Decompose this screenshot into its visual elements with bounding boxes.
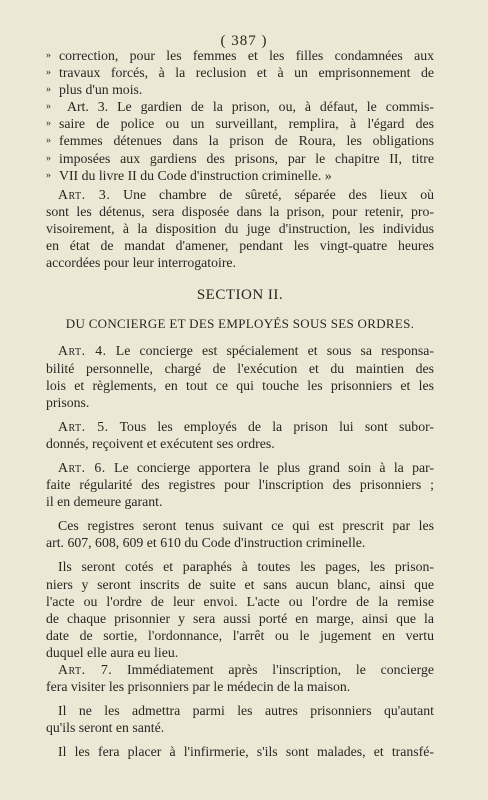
article-5: Art. 5. Tous les employés de la prison lui sont subor- donnés, reçoivent et exécutent ses ordres. (46, 418, 435, 451)
article-6: Art. 6. Le concierge apportera le plus grand soin à la par- faite régularité des registres pour l'inscription des prisonniers ; il en demeure garant. (46, 459, 435, 510)
quote-line: » correction, pour les femmes et les filles condamnées aux (46, 48, 434, 63)
paragraph-cotes: Ils seront cotés et paraphés à toutes les pages, les prison- niers y seront inscrits de suite et sans aucun blanc, ainsi que l'acte ou l'ordre de leur envoi. L'acte ou l'ordre de la remise de chaque prisonnier y sera aussi porté en marge, ainsi que la date de sortie, l'ordonnance, l'arrêt ou le jugement en vertu duquel elle aura eu lieu. (46, 559, 434, 660)
quote-mark: » (46, 169, 51, 181)
paragraph-registres: Ces registres seront tenus suivant ce qui est prescrit par les art. 607, 608, 609 et 610 du Code d'instruction criminelle. (46, 518, 434, 551)
article-label: Art. 4. (58, 343, 107, 359)
quote-line: » Art. 3. Le gardien de la prison, ou, à défaut, le commis- (46, 99, 434, 115)
quote-line: » travaux forcés, à la reclusion et à un emprisonnement de (46, 65, 434, 81)
paragraph-infirmerie: Il les fera placer à l'infirmerie, s'ils sont malades, et transfé- (58, 744, 434, 760)
quote-mark: » (46, 84, 51, 96)
article-3: Art. 3. Une chambre de sûreté, séparée des lieux où sont les détenus, sera disposée dans la prison, pour retenir, pro- visoirement, à la disposition du juge d'instruction, les individus en état de mandat d'amener, pendant les vingt-quatre heures accordées pour leur interrogatoire. (46, 186, 434, 271)
section-title: SECTION II. (196, 287, 284, 304)
quote-mark: » (46, 118, 51, 130)
page-number: ( 387 ) (220, 33, 268, 49)
quoted-passage-2 (46, 98, 434, 183)
article-label: Art. 6. (58, 459, 106, 475)
article-label: Art. 5. (58, 418, 109, 434)
quote-mark: » (46, 101, 51, 113)
quote-mark: » (46, 67, 51, 79)
paragraph-admettra: Il ne les admettra parmi les autres prisonniers qu'autant qu'ils seront en santé. (46, 703, 434, 736)
article-label: Art. 7. (58, 662, 113, 677)
quote-line: » VII du livre II du Code d'instruction criminelle. » (46, 167, 332, 183)
quote-mark: » (46, 152, 51, 164)
quote-line: » femmes détenues dans la prison de Roura, les obligations (46, 133, 434, 149)
quoted-passage-1 (46, 47, 434, 98)
text-column (46, 47, 434, 760)
quote-mark: » (46, 135, 51, 147)
article-label: Art. 3. (58, 186, 111, 202)
quote-mark: » (46, 50, 51, 61)
section-subtitle: DU CONCIERGE ET DES EMPLOYÉS SOUS SES ORDRES. (65, 316, 415, 332)
quote-line: » plus d'un mois. (46, 82, 143, 98)
quote-line: » saire de police ou un surveillant, remplira, à l'égard des (46, 116, 434, 132)
article-4: Art. 4. Le concierge est spécialement et sous sa responsa- bilité personnelle, chargé de l'exécution et du maintien des lois et règlements, en tout ce qui touche les prisonniers et les prisons. (46, 343, 435, 410)
article-7: Art. 7. Immédiatement après l'inscription, le concierge fera visiter les prisonniers par le médecin de la maison. (46, 662, 434, 695)
quote-line: » imposées aux gardiens des prisons, par le chapitre II, titre (46, 150, 434, 166)
